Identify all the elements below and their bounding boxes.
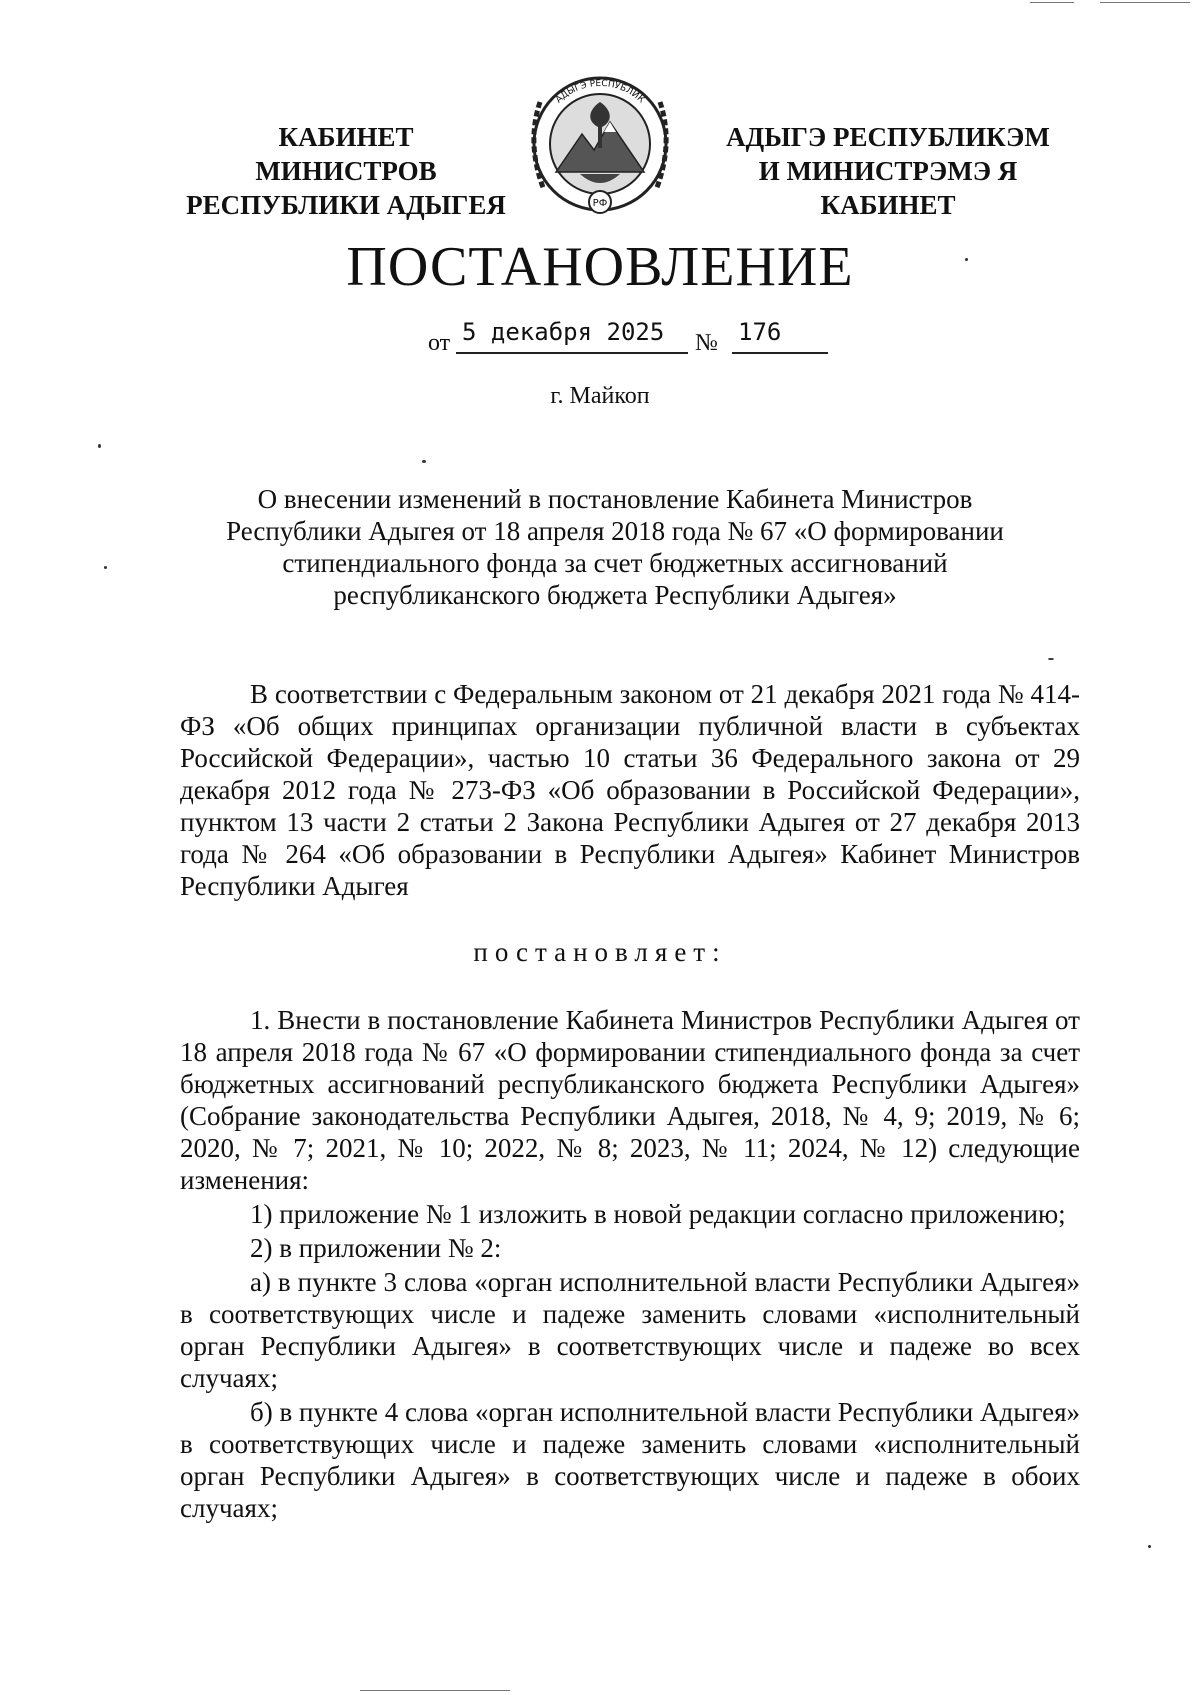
scan-artifact-line — [1100, 2, 1190, 3]
emblem-letters: РФ — [592, 198, 608, 209]
issuer-russian — [186, 120, 506, 222]
scan-artifact-line — [360, 1690, 510, 1691]
document-title: ПОСТАНОВЛЕНИЕ — [346, 236, 854, 298]
scan-speck — [965, 258, 968, 261]
scan-speck — [104, 566, 107, 569]
scan-speck — [1048, 658, 1054, 660]
date-prefix: от — [428, 330, 451, 356]
item-1-2-b: б) в пункте 4 слова «орган исполнительной власти Республики Адыгея» в соответствующих числе и падеже заменить словами «исполнительный орган Республики Адыгея» в соответствующих числе и падеже в обоих случаях; — [180, 1397, 1080, 1523]
place-of-issue: г. Майкоп — [550, 383, 650, 409]
issuer-russian-line1: КАБИНЕТ МИНИСТРОВ — [255, 122, 437, 186]
decree-word: постановляет: — [473, 937, 727, 967]
decree-items — [180, 1004, 1080, 1526]
issuer-adyghe-line1: АДЫГЭ РЕСПУБЛИКЭМ — [726, 122, 1050, 152]
preamble — [180, 678, 1080, 902]
item-1-2: 2) в приложении № 2: — [250, 1233, 502, 1263]
emblem-text-top: АДЫГЭ РЕСПУБЛИК — [554, 78, 646, 106]
item-1-2-a: а) в пункте 3 слова «орган исполнительной власти Республики Адыгея» в соответствующих числе и падеже заменить словами «исполнительный орган Республики Адыгея» в соответствующих числе и падеже во всех случаях; — [180, 1267, 1080, 1393]
scan-speck — [1148, 1545, 1151, 1548]
document-subject: О внесении изменений в постановление Кабинета Министров Республики Адыгея от 18 апреля 2018 года № 67 «О формировании стипендиального фонда за счет бюджетных ассигнований республиканского бюджета Республики Адыгея» — [226, 484, 1004, 610]
scan-speck — [98, 444, 101, 448]
coat-of-arms-emblem — [520, 62, 680, 226]
preamble-text: В соответствии с Федеральным законом от 21 декабря 2021 года № 414-ФЗ «Об общих принципах организации публичной власти в субъектах Российской Федерации», частью 10 статьи 36 Федерального закона от 29 декабря 2012 года № 273-ФЗ «Об образовании в Российской Федерации», пунктом 13 части 2 статьи 2 Закона Республики Адыгея от 27 декабря 2013 года № 264 «Об образовании в Республики Адыгея» Кабинет Министров Республики Адыгея — [180, 679, 1080, 901]
scan-artifact-line — [1030, 2, 1074, 3]
item-1-1: 1) приложение № 1 изложить в новой редакции согласно приложению; — [250, 1199, 1066, 1229]
issuer-russian-line2: РЕСПУБЛИКИ АДЫГЕЯ — [186, 190, 506, 220]
date-number-row — [0, 318, 1200, 358]
scan-speck — [422, 460, 426, 463]
item-1: 1. Внести в постановление Кабинета Министров Республики Адыгея от 18 апреля 2018 года № 67 «О формировании стипендиального фонда за счет бюджетных ассигнований республиканского бюджета Республики Адыгея» (Собрание законодательства Республики Адыгея, 2018, № 4, 9; 2019, № 6; 2020, № 7; 2021, № 10; 2022, № 8; 2023, № 11; 2024, № 12) следующие изменения: — [180, 1005, 1080, 1195]
document-date: 5 декабря 2025 — [456, 318, 688, 354]
number-sign: № — [695, 330, 718, 356]
issuer-adyghe — [688, 120, 1088, 222]
issuer-adyghe-line2: И МИНИСТРЭМЭ Я КАБИНЕТ — [758, 156, 1018, 220]
document-number: 176 — [732, 318, 828, 354]
